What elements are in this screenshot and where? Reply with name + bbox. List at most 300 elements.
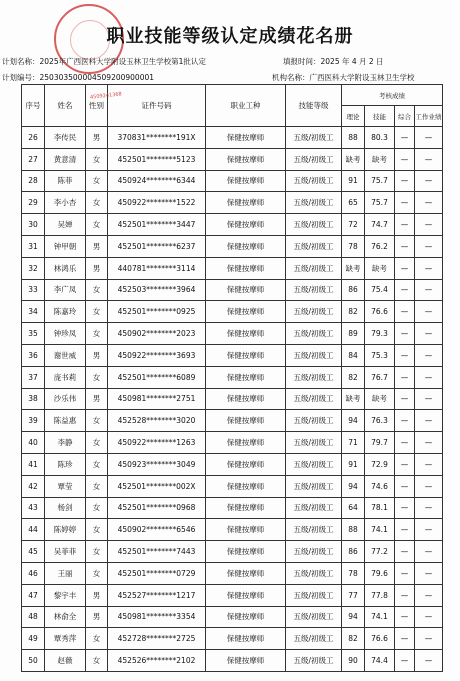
cell-skill: 74.7 — [365, 214, 395, 236]
table-row — [22, 388, 443, 410]
cell-overall: — — [395, 257, 415, 279]
cell-skill: 79.3 — [365, 323, 395, 345]
cell-gender: 女 — [86, 214, 108, 236]
cell-work: — — [415, 127, 443, 149]
fill-date-row — [283, 56, 384, 67]
cell-theory: 86 — [342, 279, 365, 301]
cell-job: 保健按摩师 — [206, 453, 286, 475]
cell-job: 保健按摩师 — [206, 410, 286, 432]
table-row — [22, 192, 443, 214]
cell-seq: 30 — [22, 214, 45, 236]
cell-seq: 46 — [22, 562, 45, 584]
cell-level: 五级/初级工 — [286, 606, 342, 628]
cell-job: 保健按摩师 — [206, 475, 286, 497]
org-label: 机构名称： — [272, 73, 310, 82]
cell-level: 五级/初级工 — [286, 366, 342, 388]
cell-level: 五级/初级工 — [286, 584, 342, 606]
cell-skill: 79.6 — [365, 562, 395, 584]
table-row — [22, 323, 443, 345]
cell-gender: 女 — [86, 453, 108, 475]
cell-name: 杨剑 — [45, 497, 86, 519]
table-row — [22, 366, 443, 388]
cell-level: 五级/初级工 — [286, 475, 342, 497]
cell-name: 覃秀萍 — [45, 628, 86, 650]
cell-theory: 94 — [342, 475, 365, 497]
cell-skill: 76.7 — [365, 366, 395, 388]
cell-work: — — [415, 650, 443, 672]
cell-overall: — — [395, 519, 415, 541]
cell-level: 五级/初级工 — [286, 192, 342, 214]
cell-overall: — — [395, 127, 415, 149]
cell-skill: 75.7 — [365, 192, 395, 214]
cell-seq: 37 — [22, 366, 45, 388]
cell-skill: 77.8 — [365, 584, 395, 606]
cell-id: 450924********6344 — [108, 170, 206, 192]
cell-skill: 80.3 — [365, 127, 395, 149]
cell-skill: 78.1 — [365, 497, 395, 519]
cell-level: 五级/初级工 — [286, 628, 342, 650]
cell-id: 452501********5123 — [108, 148, 206, 170]
cell-gender: 女 — [86, 192, 108, 214]
cell-overall: — — [395, 410, 415, 432]
cell-job: 保健按摩师 — [206, 432, 286, 454]
table-row — [22, 497, 443, 519]
table-row — [22, 541, 443, 563]
cell-name: 赵薇 — [45, 650, 86, 672]
cell-theory: 64 — [342, 497, 365, 519]
fill-date: 2025 年 4 月 2 日 — [320, 57, 384, 66]
cell-gender: 女 — [86, 475, 108, 497]
cell-name: 陈婷婷 — [45, 519, 86, 541]
cell-theory: 84 — [342, 344, 365, 366]
table-row — [22, 628, 443, 650]
score-table — [21, 84, 443, 672]
cell-level: 五级/初级工 — [286, 562, 342, 584]
cell-job: 保健按摩师 — [206, 628, 286, 650]
cell-level: 五级/初级工 — [286, 410, 342, 432]
cell-skill: 74.1 — [365, 606, 395, 628]
table-row — [22, 148, 443, 170]
cell-id: 450922********1522 — [108, 192, 206, 214]
cell-work: — — [415, 301, 443, 323]
cell-id: 452503********3964 — [108, 279, 206, 301]
header-seq: 序号 — [22, 85, 45, 127]
cell-seq: 35 — [22, 323, 45, 345]
header-overall: 综合 — [395, 106, 415, 127]
cell-seq: 36 — [22, 344, 45, 366]
cell-id: 452501********0968 — [108, 497, 206, 519]
cell-overall: — — [395, 453, 415, 475]
cell-work: — — [415, 235, 443, 257]
cell-level: 五级/初级工 — [286, 235, 342, 257]
cell-id: 450981********3354 — [108, 606, 206, 628]
cell-skill: 缺考 — [365, 257, 395, 279]
cell-theory: 77 — [342, 584, 365, 606]
cell-theory: 88 — [342, 519, 365, 541]
header-theory: 理论 — [342, 106, 365, 127]
cell-overall: — — [395, 148, 415, 170]
cell-overall: — — [395, 366, 415, 388]
cell-work: — — [415, 584, 443, 606]
cell-gender: 女 — [86, 410, 108, 432]
cell-seq: 38 — [22, 388, 45, 410]
cell-level: 五级/初级工 — [286, 388, 342, 410]
cell-level: 五级/初级工 — [286, 301, 342, 323]
cell-seq: 28 — [22, 170, 45, 192]
cell-job: 保健按摩师 — [206, 170, 286, 192]
cell-name: 黄意清 — [45, 148, 86, 170]
cell-id: 452526********2102 — [108, 650, 206, 672]
cell-theory: 78 — [342, 562, 365, 584]
cell-theory: 缺考 — [342, 388, 365, 410]
cell-job: 保健按摩师 — [206, 562, 286, 584]
cell-id: 452501********3447 — [108, 214, 206, 236]
cell-theory: 65 — [342, 192, 365, 214]
cell-id: 452528********3020 — [108, 410, 206, 432]
cell-seq: 50 — [22, 650, 45, 672]
table-row — [22, 650, 443, 672]
cell-theory: 78 — [342, 235, 365, 257]
header-work: 工作业绩 — [415, 106, 443, 127]
cell-theory: 缺考 — [342, 148, 365, 170]
cell-id: 452501********0729 — [108, 562, 206, 584]
cell-job: 保健按摩师 — [206, 301, 286, 323]
cell-job: 保健按摩师 — [206, 235, 286, 257]
cell-overall: — — [395, 323, 415, 345]
cell-theory: 90 — [342, 650, 365, 672]
cell-seq: 43 — [22, 497, 45, 519]
cell-level: 五级/初级工 — [286, 279, 342, 301]
header-gender: 性别 — [86, 85, 108, 127]
cell-name: 陈嘉玲 — [45, 301, 86, 323]
cell-name: 林俞全 — [45, 606, 86, 628]
cell-name: 沙乐伟 — [45, 388, 86, 410]
cell-id: 452527********1217 — [108, 584, 206, 606]
plan-name-label: 计划名称： — [2, 57, 40, 66]
cell-job: 保健按摩师 — [206, 606, 286, 628]
cell-name: 陈珍 — [45, 453, 86, 475]
header-id: 证件号码 — [108, 85, 206, 127]
cell-gender: 男 — [86, 388, 108, 410]
cell-job: 保健按摩师 — [206, 279, 286, 301]
cell-seq: 44 — [22, 519, 45, 541]
cell-job: 保健按摩师 — [206, 323, 286, 345]
cell-overall: — — [395, 192, 415, 214]
cell-name: 李传民 — [45, 127, 86, 149]
cell-work: — — [415, 628, 443, 650]
cell-id: 370831********191X — [108, 127, 206, 149]
cell-job: 保健按摩师 — [206, 388, 286, 410]
page-title: 职业技能等级认定成绩花名册 — [106, 26, 354, 47]
cell-skill: 76.2 — [365, 235, 395, 257]
cell-name: 钟甲朝 — [45, 235, 86, 257]
cell-seq: 26 — [22, 127, 45, 149]
cell-job: 保健按摩师 — [206, 214, 286, 236]
cell-name: 李小杏 — [45, 192, 86, 214]
plan-name: 2025年广西医科大学附设玉林卫生学校第1批认定 — [39, 57, 206, 66]
cell-id: 452501********0925 — [108, 301, 206, 323]
table-row — [22, 235, 443, 257]
cell-seq: 49 — [22, 628, 45, 650]
plan-name-row — [2, 56, 206, 67]
cell-job: 保健按摩师 — [206, 148, 286, 170]
cell-level: 五级/初级工 — [286, 148, 342, 170]
cell-name: 陈益惠 — [45, 410, 86, 432]
cell-gender: 女 — [86, 650, 108, 672]
cell-theory: 72 — [342, 214, 365, 236]
cell-name: 庞书莉 — [45, 366, 86, 388]
cell-id: 450902********6546 — [108, 519, 206, 541]
cell-seq: 33 — [22, 279, 45, 301]
cell-name: 黎宇丰 — [45, 584, 86, 606]
cell-gender: 男 — [86, 344, 108, 366]
cell-name: 李静 — [45, 432, 86, 454]
plan-no-label: 计划编号： — [2, 73, 40, 82]
cell-level: 五级/初级工 — [286, 214, 342, 236]
cell-gender: 女 — [86, 279, 108, 301]
cell-skill: 72.9 — [365, 453, 395, 475]
cell-seq: 41 — [22, 453, 45, 475]
cell-work: — — [415, 519, 443, 541]
cell-job: 保健按摩师 — [206, 519, 286, 541]
cell-skill: 74.4 — [365, 650, 395, 672]
table-row — [22, 127, 443, 149]
cell-seq: 29 — [22, 192, 45, 214]
cell-overall: — — [395, 214, 415, 236]
cell-level: 五级/初级工 — [286, 170, 342, 192]
cell-skill: 75.4 — [365, 279, 395, 301]
cell-work: — — [415, 192, 443, 214]
cell-id: 450981********2751 — [108, 388, 206, 410]
cell-overall: — — [395, 301, 415, 323]
cell-work: — — [415, 453, 443, 475]
cell-theory: 94 — [342, 410, 365, 432]
cell-skill: 76.3 — [365, 410, 395, 432]
cell-level: 五级/初级工 — [286, 257, 342, 279]
cell-skill: 76.6 — [365, 628, 395, 650]
cell-level: 五级/初级工 — [286, 323, 342, 345]
cell-id: 452728********2725 — [108, 628, 206, 650]
cell-level: 五级/初级工 — [286, 344, 342, 366]
cell-overall: — — [395, 562, 415, 584]
cell-overall: — — [395, 541, 415, 563]
cell-gender: 女 — [86, 628, 108, 650]
cell-seq: 32 — [22, 257, 45, 279]
cell-theory: 88 — [342, 127, 365, 149]
header-skill: 技能 — [365, 106, 395, 127]
cell-skill: 79.7 — [365, 432, 395, 454]
cell-gender: 男 — [86, 606, 108, 628]
cell-overall: — — [395, 344, 415, 366]
cell-job: 保健按摩师 — [206, 192, 286, 214]
cell-name: 王丽 — [45, 562, 86, 584]
cell-theory: 91 — [342, 453, 365, 475]
table-row — [22, 584, 443, 606]
table-row — [22, 344, 443, 366]
cell-work: — — [415, 606, 443, 628]
cell-seq: 42 — [22, 475, 45, 497]
seal-number: 4509241368 — [89, 91, 123, 101]
cell-seq: 27 — [22, 148, 45, 170]
table-row — [22, 301, 443, 323]
cell-work: — — [415, 366, 443, 388]
cell-gender: 男 — [86, 257, 108, 279]
table-row — [22, 257, 443, 279]
cell-overall: — — [395, 628, 415, 650]
cell-level: 五级/初级工 — [286, 127, 342, 149]
cell-job: 保健按摩师 — [206, 344, 286, 366]
cell-overall: — — [395, 235, 415, 257]
cell-gender: 女 — [86, 301, 108, 323]
header-level: 技能等级 — [286, 85, 342, 127]
table-row — [22, 475, 443, 497]
cell-gender: 女 — [86, 366, 108, 388]
cell-seq: 40 — [22, 432, 45, 454]
cell-theory: 82 — [342, 366, 365, 388]
table-row — [22, 170, 443, 192]
header-name: 姓名 — [45, 85, 86, 127]
org-name: 广西医科大学附设玉林卫生学校 — [309, 73, 415, 82]
cell-level: 五级/初级工 — [286, 453, 342, 475]
cell-theory: 缺考 — [342, 257, 365, 279]
cell-id: 450923********3049 — [108, 453, 206, 475]
cell-theory: 71 — [342, 432, 365, 454]
cell-work: — — [415, 170, 443, 192]
cell-name: 谢世威 — [45, 344, 86, 366]
cell-job: 保健按摩师 — [206, 257, 286, 279]
table-row — [22, 453, 443, 475]
cell-skill: 缺考 — [365, 388, 395, 410]
table-row — [22, 432, 443, 454]
plan-no: 250303500004509200900001 — [39, 73, 155, 82]
header-scores: 考核成绩 — [342, 85, 443, 106]
cell-skill: 74.1 — [365, 519, 395, 541]
cell-skill: 缺考 — [365, 148, 395, 170]
cell-work: — — [415, 214, 443, 236]
cell-id: 440781********3114 — [108, 257, 206, 279]
cell-overall: — — [395, 279, 415, 301]
cell-seq: 34 — [22, 301, 45, 323]
cell-gender: 女 — [86, 323, 108, 345]
cell-id: 452501********6089 — [108, 366, 206, 388]
cell-work: — — [415, 497, 443, 519]
cell-seq: 45 — [22, 541, 45, 563]
cell-work: — — [415, 388, 443, 410]
cell-id: 450922********3693 — [108, 344, 206, 366]
cell-overall: — — [395, 388, 415, 410]
cell-seq: 39 — [22, 410, 45, 432]
table-row — [22, 562, 443, 584]
cell-gender: 女 — [86, 541, 108, 563]
cell-level: 五级/初级工 — [286, 519, 342, 541]
cell-theory: 91 — [342, 170, 365, 192]
cell-id: 450902********2023 — [108, 323, 206, 345]
cell-id: 452501********7443 — [108, 541, 206, 563]
plan-no-row — [2, 72, 154, 83]
cell-work: — — [415, 344, 443, 366]
cell-theory: 94 — [342, 606, 365, 628]
cell-gender: 女 — [86, 432, 108, 454]
cell-work: — — [415, 257, 443, 279]
cell-name: 陈菲 — [45, 170, 86, 192]
cell-gender: 男 — [86, 235, 108, 257]
cell-level: 五级/初级工 — [286, 432, 342, 454]
cell-work: — — [415, 432, 443, 454]
cell-gender: 男 — [86, 127, 108, 149]
cell-name: 吴菲菲 — [45, 541, 86, 563]
cell-id: 450922********1263 — [108, 432, 206, 454]
cell-overall: — — [395, 584, 415, 606]
table-row — [22, 410, 443, 432]
cell-seq: 47 — [22, 584, 45, 606]
cell-work: — — [415, 148, 443, 170]
cell-overall: — — [395, 606, 415, 628]
cell-seq: 48 — [22, 606, 45, 628]
cell-overall: — — [395, 432, 415, 454]
cell-work: — — [415, 410, 443, 432]
cell-work: — — [415, 323, 443, 345]
cell-skill: 77.2 — [365, 541, 395, 563]
cell-name: 钟珍凤 — [45, 323, 86, 345]
cell-work: — — [415, 562, 443, 584]
cell-level: 五级/初级工 — [286, 541, 342, 563]
table-row — [22, 279, 443, 301]
cell-work: — — [415, 541, 443, 563]
cell-skill: 76.6 — [365, 301, 395, 323]
cell-gender: 女 — [86, 170, 108, 192]
cell-job: 保健按摩师 — [206, 127, 286, 149]
header-job: 职业工种 — [206, 85, 286, 127]
cell-job: 保健按摩师 — [206, 541, 286, 563]
cell-overall: — — [395, 497, 415, 519]
table-row — [22, 606, 443, 628]
cell-overall: — — [395, 650, 415, 672]
cell-name: 李广凤 — [45, 279, 86, 301]
org-row — [272, 72, 415, 83]
cell-gender: 女 — [86, 148, 108, 170]
cell-overall: — — [395, 475, 415, 497]
cell-job: 保健按摩师 — [206, 650, 286, 672]
table-row — [22, 519, 443, 541]
cell-level: 五级/初级工 — [286, 497, 342, 519]
cell-skill: 75.3 — [365, 344, 395, 366]
cell-job: 保健按摩师 — [206, 584, 286, 606]
cell-gender: 女 — [86, 497, 108, 519]
cell-work: — — [415, 475, 443, 497]
cell-id: 452501********6237 — [108, 235, 206, 257]
cell-theory: 82 — [342, 301, 365, 323]
cell-skill: 74.6 — [365, 475, 395, 497]
cell-gender: 男 — [86, 584, 108, 606]
cell-level: 五级/初级工 — [286, 650, 342, 672]
cell-name: 吴婵 — [45, 214, 86, 236]
cell-job: 保健按摩师 — [206, 497, 286, 519]
cell-theory: 82 — [342, 628, 365, 650]
cell-gender: 女 — [86, 562, 108, 584]
cell-gender: 女 — [86, 519, 108, 541]
cell-theory: 89 — [342, 323, 365, 345]
cell-name: 覃莹 — [45, 475, 86, 497]
cell-skill: 75.7 — [365, 170, 395, 192]
cell-overall: — — [395, 170, 415, 192]
table-row — [22, 214, 443, 236]
cell-seq: 31 — [22, 235, 45, 257]
cell-name: 林鸿乐 — [45, 257, 86, 279]
cell-id: 452501********002X — [108, 475, 206, 497]
fill-date-label: 填报时间： — [283, 57, 321, 66]
cell-job: 保健按摩师 — [206, 366, 286, 388]
cell-theory: 86 — [342, 541, 365, 563]
